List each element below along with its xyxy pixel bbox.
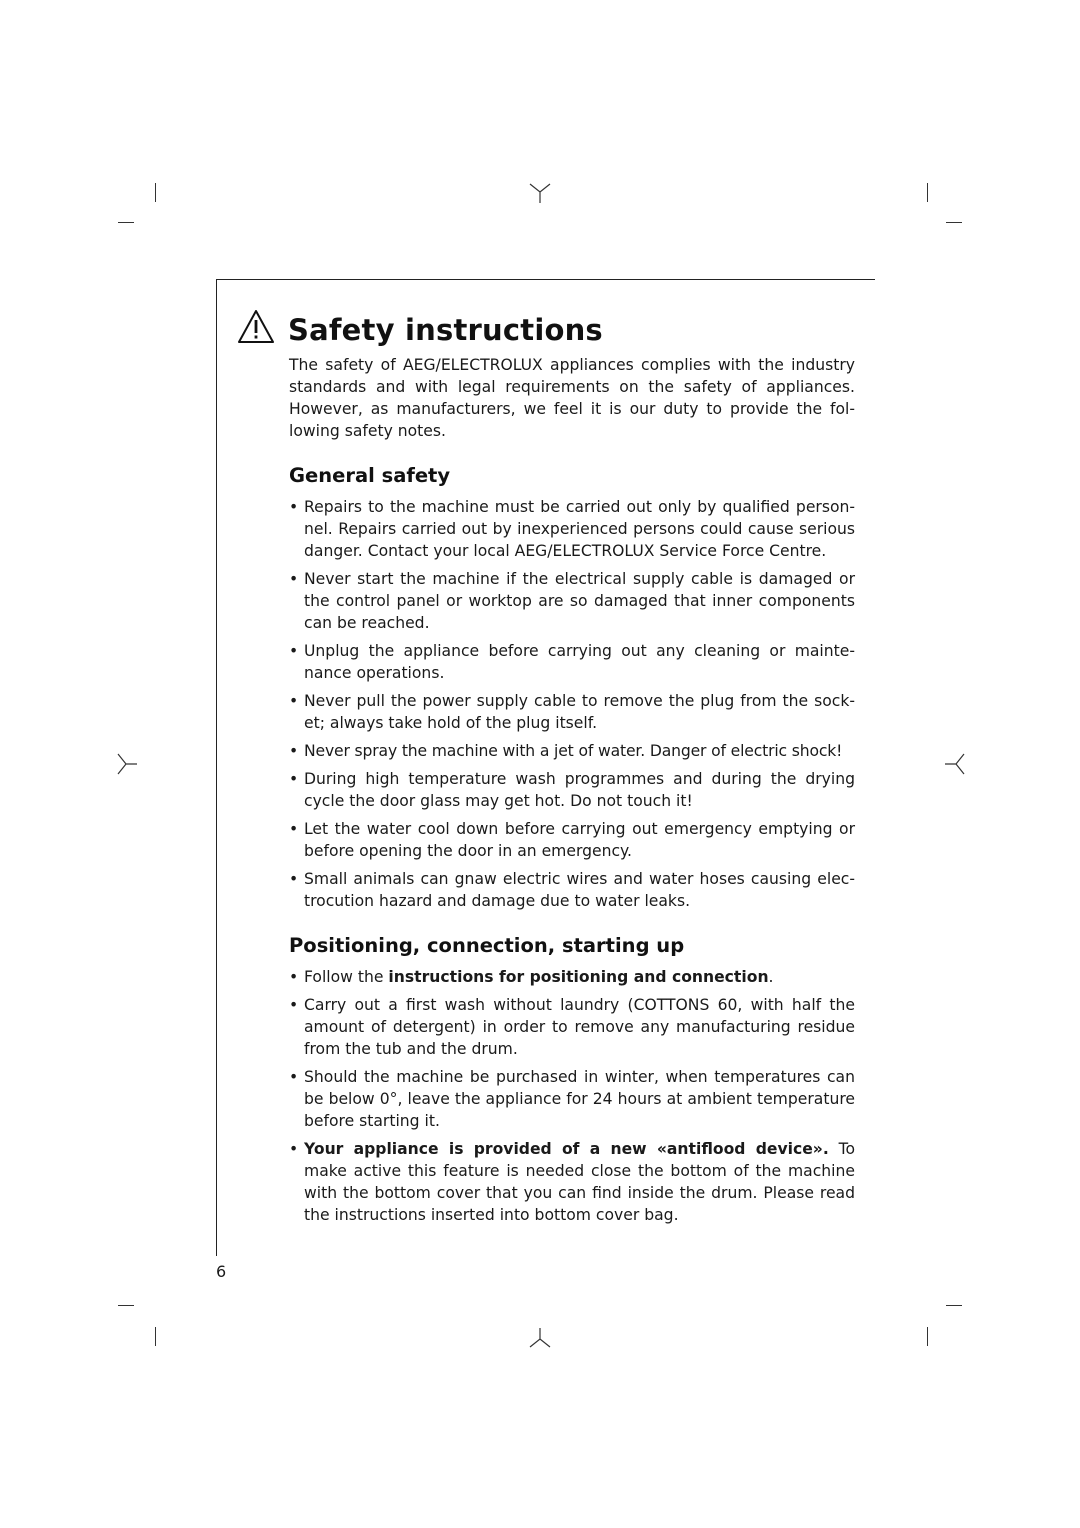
list-item: • Unplug the appliance before carrying out any cleaning or mainte-nance operations. <box>289 640 855 684</box>
list-item: • Let the water cool down before carrying out emergency emptying or before opening the door in an emergency. <box>289 818 855 862</box>
crop-mark <box>155 1327 156 1346</box>
crop-mark <box>118 1305 134 1306</box>
frame-top-rule <box>216 279 875 280</box>
section-body <box>289 354 855 1226</box>
registration-mark-right <box>944 752 966 776</box>
page-number: 6 <box>216 1262 227 1281</box>
registration-mark-top <box>528 182 552 204</box>
item-bold-text: Your appliance is provided of a new «antiflood device». <box>304 1140 829 1158</box>
intro-paragraph: The safety of AEG/ELECTROLUX appliances complies with the industry standards and with legal requirements on the safety of appliances. However, as manufacturers, we feel it is our duty to provide the fol-lowing safety notes. <box>289 356 855 440</box>
warning-triangle-icon <box>237 309 275 345</box>
positioning-list <box>289 966 855 1226</box>
crop-mark <box>155 183 156 202</box>
list-item: • Small animals can gnaw electric wires and water hoses causing elec-trocution hazard and damage due to water leaks. <box>289 868 855 912</box>
list-item <box>289 1138 855 1226</box>
list-item: • Never pull the power supply cable to remove the plug from the sock-et; always take hold of the plug itself. <box>289 690 855 734</box>
list-item: • Never spray the machine with a jet of water. Danger of electric shock! <box>289 740 855 762</box>
list-item: • Repairs to the machine must be carried out only by qualified person-nel. Repairs carried out by inexperienced persons could cause serious danger. Contact your local AEG/ELECTROLUX Service Force Centre. <box>289 496 855 562</box>
crop-mark <box>946 1305 962 1306</box>
general-safety-heading: General safety <box>289 464 451 487</box>
item-text: Follow the <box>304 968 389 986</box>
general-safety-list <box>289 496 855 912</box>
frame-left-rule <box>216 279 217 1256</box>
registration-mark-bottom <box>528 1327 552 1349</box>
item-text: . <box>768 968 774 986</box>
item-text: To make active this feature is needed close the bottom of the machine with the bottom cover that you can find inside the drum. Please read the instructions inserted into bottom cover bag. <box>304 1140 855 1224</box>
item-bold-text: instructions for positioning and connection <box>388 968 769 986</box>
crop-mark <box>927 1327 928 1346</box>
list-item <box>289 966 855 988</box>
list-item: • Never start the machine if the electrical supply cable is damaged or the control panel or worktop are so damaged that inner components can be reached. <box>289 568 855 634</box>
list-item: • Should the machine be purchased in winter, when temperatures can be below 0°, leave the appliance for 24 hours at ambient temperature before starting it. <box>289 1066 855 1132</box>
page-title: Safety instructions <box>288 313 603 347</box>
positioning-heading: Positioning, connection, starting up <box>289 934 685 957</box>
list-item: • Carry out a first wash without laundry (COTTONS 60, with half the amount of detergent) in order to remove any manufacturing residue from the tub and the drum. <box>289 994 855 1060</box>
safety-section <box>237 308 857 1232</box>
crop-mark <box>927 183 928 202</box>
crop-mark <box>118 222 134 223</box>
registration-mark-left <box>116 752 138 776</box>
crop-mark <box>946 222 962 223</box>
list-item: • During high temperature wash programmes and during the drying cycle the door glass may get hot. Do not touch it! <box>289 768 855 812</box>
title-row <box>237 308 857 352</box>
